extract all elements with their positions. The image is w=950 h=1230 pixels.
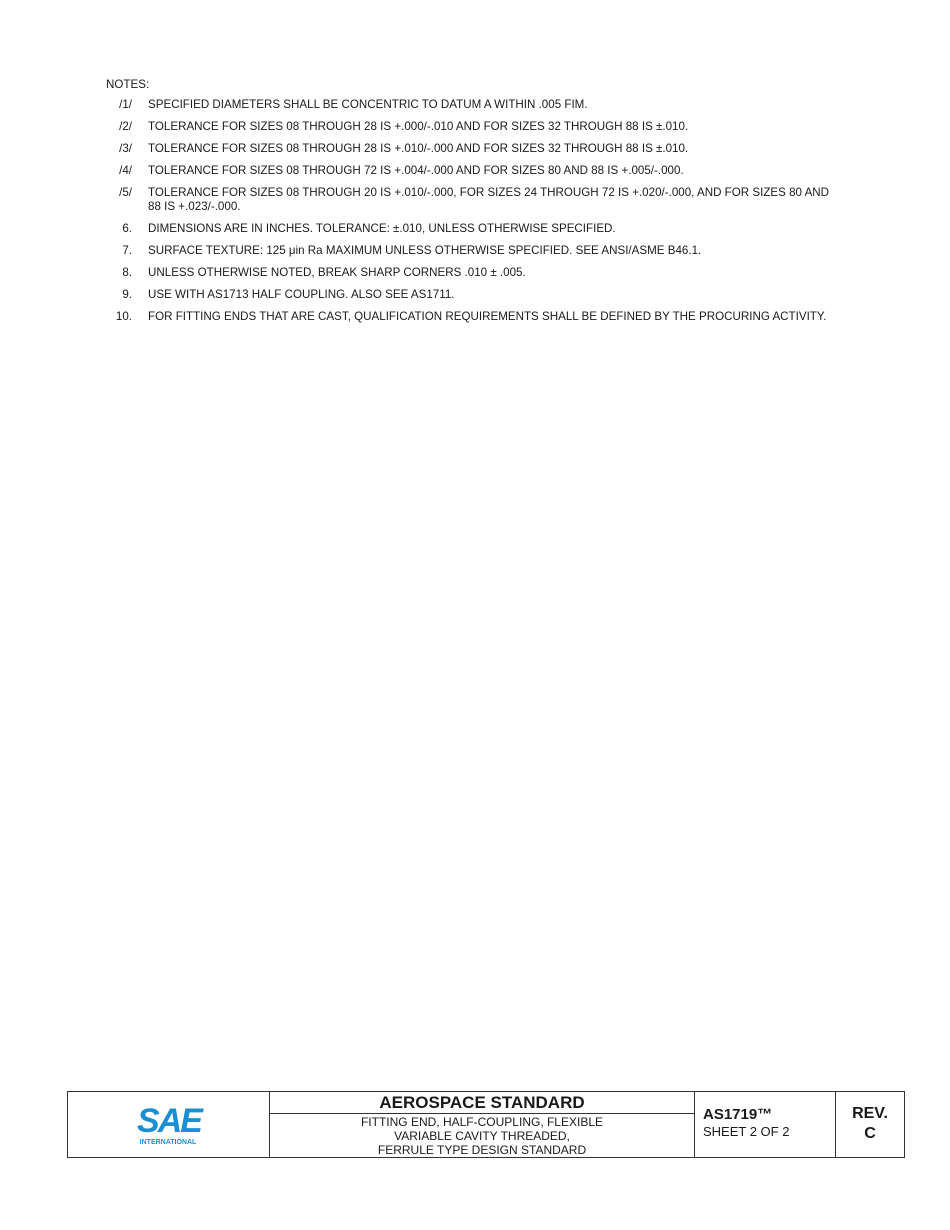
note-number: 10. [115,310,132,323]
note-text: TOLERANCE FOR SIZES 08 THROUGH 72 IS +.004/-.000 AND FOR SIZES 80 AND 88 IS +.005/-.000. [148,164,684,177]
description-line: VARIABLE CAVITY THREADED, [394,1129,570,1143]
note-text: USE WITH AS1713 HALF COUPLING. ALSO SEE AS1711. [148,288,455,301]
standard-title: AEROSPACE STANDARD [270,1092,694,1114]
note-item [106,310,836,324]
title-cell [270,1092,695,1157]
note-text: DIMENSIONS ARE IN INCHES. TOLERANCE: ±.010, UNLESS OTHERWISE SPECIFIED. [148,222,616,235]
sae-logo [134,1103,204,1147]
note-text: TOLERANCE FOR SIZES 08 THROUGH 28 IS +.000/-.010 AND FOR SIZES 32 THROUGH 88 IS ±.010. [148,120,689,133]
title-block [67,1091,905,1158]
note-item [106,120,836,134]
note-text: SURFACE TEXTURE: 125 μin Ra MAXIMUM UNLESS OTHERWISE SPECIFIED. SEE ANSI/ASME B46.1. [148,244,702,257]
note-text: FOR FITTING ENDS THAT ARE CAST, QUALIFICATION REQUIREMENTS SHALL BE DEFINED BY THE PROCURING ACTIVITY. [148,310,827,323]
note-item [106,98,836,112]
note-text: TOLERANCE FOR SIZES 08 THROUGH 28 IS +.010/-.000 AND FOR SIZES 32 THROUGH 88 IS ±.010. [148,142,689,155]
revision-cell [836,1092,904,1157]
note-item [106,266,836,280]
note-number: 6. [122,222,132,235]
document-cell [695,1092,836,1157]
logo-text: SAE [136,1102,201,1140]
standard-description [270,1114,694,1157]
logo-cell [68,1092,270,1157]
revision-value: C [864,1125,876,1142]
note-number: /2/ [119,120,132,133]
note-item [106,164,836,178]
note-number: 7. [122,244,132,257]
note-number: /3/ [119,142,132,155]
note-number: 9. [122,288,132,301]
note-item [106,142,836,156]
note-number: 8. [122,266,132,279]
note-item [106,244,836,258]
revision-label: REV. [852,1105,888,1122]
notes-heading: NOTES: [106,78,150,91]
description-line: FERRULE TYPE DESIGN STANDARD [377,1143,587,1157]
note-number: /4/ [119,164,132,177]
note-item [106,222,836,236]
note-text: SPECIFIED DIAMETERS SHALL BE CONCENTRIC TO DATUM A WITHIN .005 FIM. [148,98,588,111]
note-number: /5/ [119,186,132,199]
note-item [106,186,836,214]
note-item [106,288,836,302]
logo-subtext: INTERNATIONAL [139,1138,196,1146]
note-text: TOLERANCE FOR SIZES 08 THROUGH 20 IS +.010/-.000, FOR SIZES 24 THROUGH 72 IS +.020/-.000, AND FOR SIZES 80 AND 88 IS +.023/-.000. [148,186,830,213]
notes-section [106,78,836,332]
document-number: AS1719™ [703,1106,773,1123]
sheet-number: SHEET 2 OF 2 [703,1124,790,1139]
notes-list [106,98,836,324]
note-number: /1/ [119,98,132,111]
description-line: FITTING END, HALF-COUPLING, FLEXIBLE [360,1115,604,1129]
note-text: UNLESS OTHERWISE NOTED, BREAK SHARP CORNERS .010 ± .005. [148,266,526,279]
